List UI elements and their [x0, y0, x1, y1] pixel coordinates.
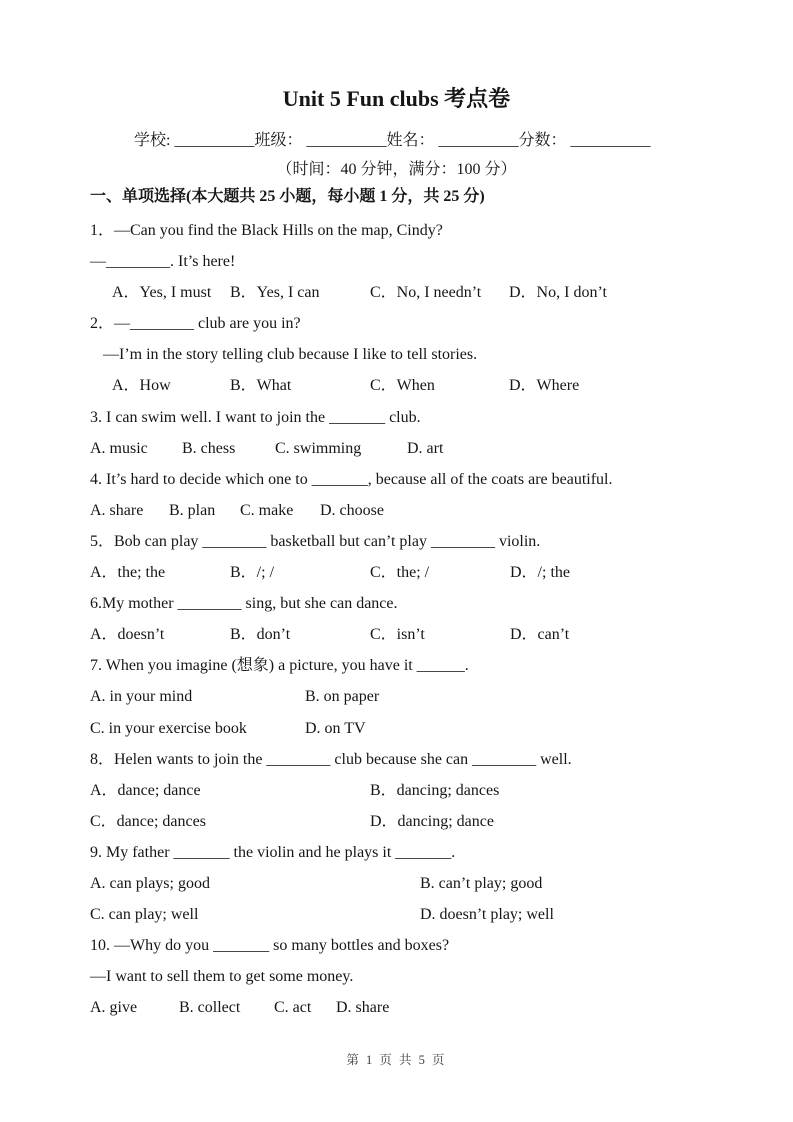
- q5-option-b: B．/; /: [230, 564, 275, 582]
- q1-stem: 1．—Can you find the Black Hills on the map, Cindy?: [90, 222, 443, 239]
- q9-options-cd: [90, 899, 730, 930]
- q8-options-ab: [90, 775, 730, 806]
- q7-options-ab: [90, 681, 730, 712]
- q3-option-c: C. swimming: [275, 439, 362, 457]
- q6-stem: 6.My mother ________ sing, but she can dance.: [90, 595, 398, 613]
- q8-option-b: B．dancing; dances: [370, 781, 500, 799]
- page-title: Unit 5 Fun clubs 考点卷: [282, 86, 511, 111]
- q7-option-d: D. on TV: [305, 719, 366, 737]
- q2-option-c: C．When: [370, 377, 435, 395]
- q6-option-a: A．doesn’t: [90, 626, 165, 644]
- q3-option-b: B. chess: [182, 439, 236, 457]
- q1-response: —________. It’s here!: [90, 253, 236, 271]
- q8-stem: 8．Helen wants to join the ________ club because she can ________ well.: [90, 750, 572, 768]
- q10-option-c: C. act: [274, 999, 312, 1017]
- q2-option-b: B．What: [230, 377, 292, 395]
- q2-stem: 2．—________ club are you in?: [90, 315, 301, 333]
- q10-option-d: D. share: [336, 999, 390, 1017]
- section-heading: 一、单项选择(本大题共 25 小题，每小题 1 分，共 25 分): [90, 188, 485, 205]
- q4-stem: 4. It’s hard to decide which one to _______, because all of the coats are beautiful.: [90, 470, 613, 488]
- student-info-line: 学校: __________班级： __________姓名： __________分数： __________: [134, 132, 651, 149]
- q1-option-d: D．No, I don’t: [509, 284, 607, 302]
- q3-stem: 3. I can swim well. I want to join the _______ club.: [90, 408, 421, 426]
- q8-option-d: D．dancing; dance: [370, 812, 494, 830]
- q7-option-b: B. on paper: [305, 688, 380, 706]
- q2-option-d: D．Where: [509, 377, 580, 395]
- q5-stem: 5．Bob can play ________ basketball but can’t play ________ violin.: [90, 532, 541, 550]
- q1-option-b: B．Yes, I can: [230, 284, 320, 302]
- q5-option-a: A．the; the: [90, 564, 166, 582]
- time-score-line: （时间：40 分钟，满分：100 分）: [276, 161, 517, 178]
- q9-option-b: B. can’t play; good: [420, 874, 543, 892]
- q6-option-b: B．don’t: [230, 626, 291, 644]
- q10-option-a: A. give: [90, 999, 138, 1017]
- q1-option-c: C．No, I needn’t: [370, 284, 482, 302]
- q4-option-c: C. make: [240, 501, 294, 519]
- q3-option-a: A. music: [90, 439, 148, 457]
- q3-option-d: D. art: [407, 439, 444, 457]
- page-footer: 第 1 页 共 5 页: [346, 1053, 447, 1067]
- questions-area: [90, 215, 730, 1023]
- q10-response: —I want to sell them to get some money.: [90, 968, 354, 986]
- q7-option-c: C. in your exercise book: [90, 719, 247, 737]
- q5-option-d: D．/; the: [510, 564, 570, 582]
- q5-options: [90, 557, 730, 588]
- q7-option-a: A. in your mind: [90, 688, 193, 706]
- q7-stem: 7. When you imagine (想象) a picture, you have it ______.: [90, 657, 469, 675]
- q8-option-c: C．dance; dances: [90, 812, 206, 830]
- q10-options: [90, 992, 730, 1023]
- q4-option-a: A. share: [90, 501, 144, 519]
- q9-option-c: C. can play; well: [90, 906, 199, 924]
- q6-option-c: C．isn’t: [370, 626, 425, 644]
- q9-options-ab: [90, 868, 730, 899]
- q10-option-b: B. collect: [179, 999, 241, 1017]
- q3-options: [90, 433, 730, 464]
- q4-options: [90, 495, 730, 526]
- q8-options-cd: [90, 806, 730, 837]
- q4-option-b: B. plan: [169, 501, 216, 519]
- q4-option-d: D. choose: [320, 501, 384, 519]
- q9-option-a: A. can plays; good: [90, 874, 210, 892]
- q9-stem: 9. My father _______ the violin and he plays it _______.: [90, 843, 456, 861]
- q2-options: [90, 370, 730, 401]
- q7-options-cd: [90, 713, 730, 744]
- q8-option-a: A．dance; dance: [90, 781, 201, 799]
- q10-stem: 10. —Why do you _______ so many bottles and boxes?: [90, 937, 450, 955]
- q5-option-c: C．the; /: [370, 564, 430, 582]
- q1-options: [90, 277, 730, 308]
- q9-option-d: D. doesn’t play; well: [420, 906, 554, 924]
- q1-option-a: A．Yes, I must: [112, 284, 212, 302]
- q6-options: [90, 619, 730, 650]
- q6-option-d: D．can’t: [510, 626, 570, 644]
- q2-response: —I’m in the story telling club because I like to tell stories.: [103, 346, 478, 364]
- q2-option-a: A．How: [112, 377, 171, 395]
